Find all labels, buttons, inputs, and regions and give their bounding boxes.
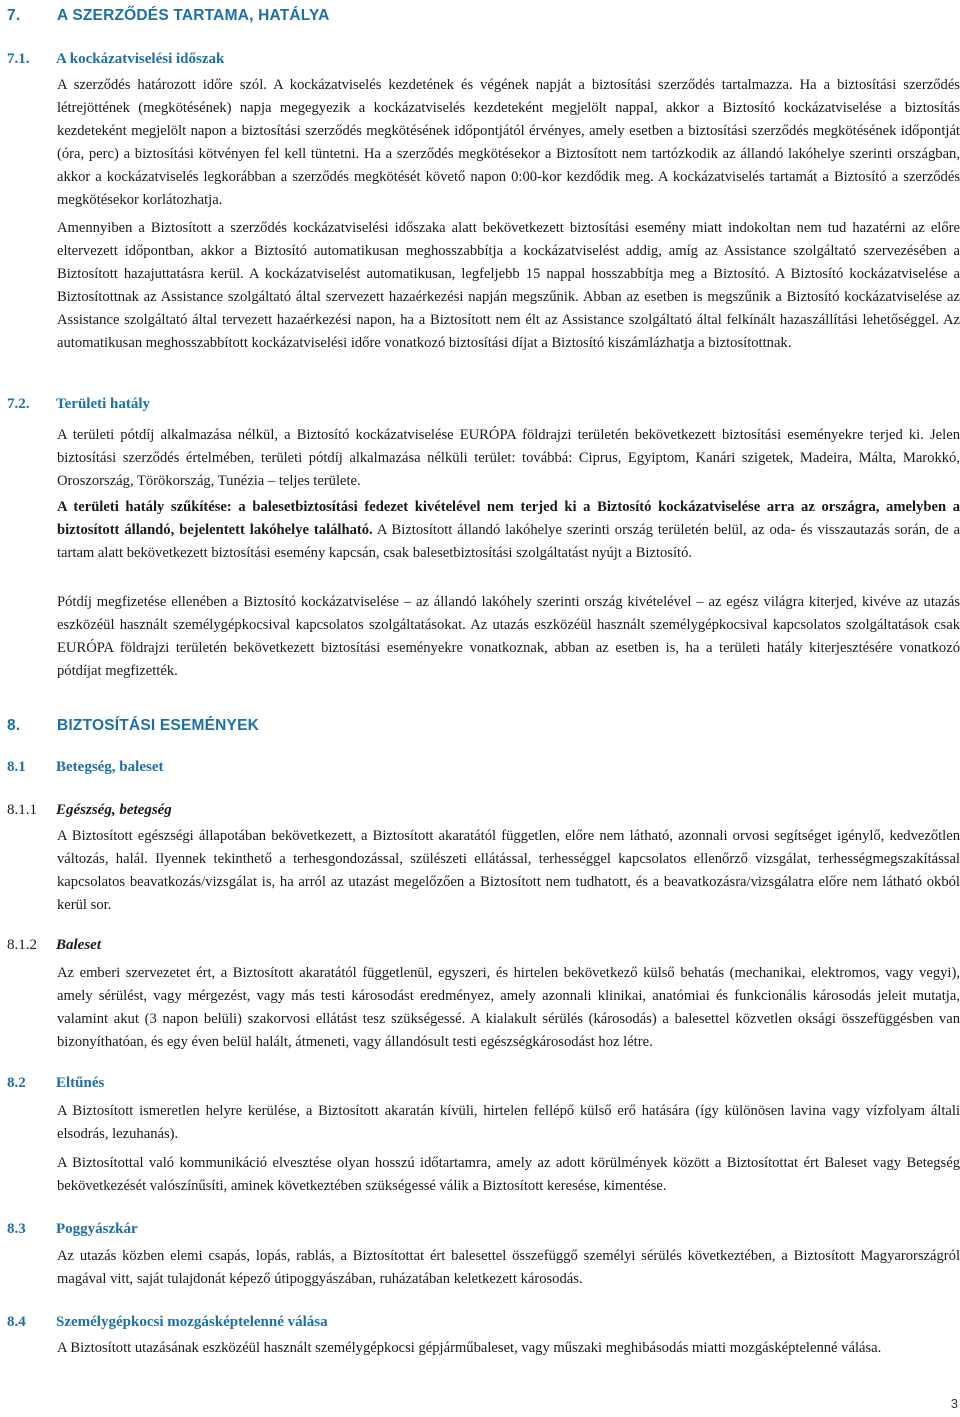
subsection-8-1-1-heading bbox=[7, 800, 172, 820]
section-8-heading bbox=[7, 716, 259, 736]
subsection-7-2-heading bbox=[7, 394, 150, 414]
subsection-title: Területi hatály bbox=[56, 396, 151, 412]
subsection-number: 8.4 bbox=[7, 1314, 26, 1330]
territorial-restriction-rest: A Biztosított állandó lakóhelye szerinti ország területén belül, az oda- és visszautazás során, de a tartam alatt bekövetkezett biztosítási esemény kapcsán, csak balesetbiztosítási szolgáltatást nyújt a Biztosító. bbox=[57, 522, 960, 561]
territorial-restriction-bold: A területi hatály szűkítése: a balesetbiztosítási fedezet kivételével nem terjed ki a Biztosító kockázatviselése arra az országra, amelyben a biztosított állandó, bejelentett lakóhelye található. bbox=[57, 499, 960, 538]
section-7-heading bbox=[7, 6, 330, 26]
paragraph-8-1-2: Az emberi szervezetet ért, a Biztosított akaratától függetlenül, egyszeri, és hirtelen bekövetkező külső behatás (mechanikai, elektromos, vagy vegyi), amely sérülést, vagy mérgezést, vagy más testi károsodást eredményez, amely azonnali klinikai, anatómiai és funkcionális károsodás jeleit mutatja, valamint akut (3 napon belüli) szakorvosi ellátást tesz szükségessé. A kialakult sérülés (károsodás) a balesettel közvetlen oksági összefüggésben van bizonyíthatóan, és egy éven belül halált, átmeneti, vagy állandósult testi egészségkárosodást hoz létre. bbox=[57, 965, 960, 1050]
subsection-number: 8.1 bbox=[7, 759, 26, 775]
subsection-number: 7.2. bbox=[7, 396, 30, 412]
paragraph-8-1-1: A Biztosított egészségi állapotában bekövetkezett, a Biztosított akaratától független, előre nem látható, azonnali orvosi segítséget igénylő, kedvezőtlen változás, halál. Ilyennek tekinthető a terhesgondozással, szülészeti ellátással, terhességgel kapcsolatos ellenőrző vizsgálat, terhességmegszakítással kapcsolatos beavatkozás/vizsgálat is, ha arról az utazást megelőzően a Biztosított nem tudhatott, és a beavatkozásra/vizsgálatra előre nem látható okból kerül sor. bbox=[57, 828, 960, 913]
paragraph-7-2-3: Pótdíj megfizetése ellenében a Biztosító kockázatviselése – az állandó lakóhely szerinti ország kivételével – az egész világra kiterjed, kivéve az utazás eszközéül használt személygépkocsival kapcsolatos szolgáltatásokat. Az utazás eszközéül használt személygépkocsival kapcsolatos szolgáltatások csak EURÓPA földrajzi területén bekövetkezett biztosítási eseményekre vonatkoznak, abban az esetben is, ha a területi hatály kiterjesztésére vonatkozó pótdíjat megfizették. bbox=[57, 594, 960, 679]
subsection-title: Baleset bbox=[56, 937, 101, 953]
paragraph-8-3: Az utazás közben elemi csapás, lopás, rablás, a Biztosítottat ért balesettel összefüggő személyi sérülés következtében, a Biztosított Magyarországról magával vitt, saját tulajdonát képező útipoggyászában, ruházatában keletkezett károsodás. bbox=[57, 1248, 960, 1287]
subsection-title: Egészség, betegség bbox=[56, 802, 172, 818]
subsection-8-1-heading bbox=[7, 757, 163, 777]
paragraph-7-1-1: A szerződés határozott időre szól. A kockázatviselés kezdetének és végének napját a biztosítási szerződés tartalmazza. Ha a biztosítási szerződés létrejöttének (megkötésének) napja megegyezik a kockázatviselés kezdeteként megjelölt nappal, akkor a Biztosító kockázatviselése a biztosítás kezdeteként megjelölt napon a biztosítási szerződés megkötésének időpontjától érvényes, amely esetben a biztosítási szerződés megkötésének időpontját (óra, perc) a biztosítási kötvényen fel kell tüntetni. Ha a szerződés megkötésekor a Biztosított nem tartózkodik az állandó lakóhelye szerinti országban, akkor a kockázatviselés legkorábban a szerződés megkötését követő napon 0:00-kor kezdődik meg. A kockázatviselés tartamát a Biztosító a szerződés megkötésekor korlátozhatja. bbox=[57, 77, 960, 208]
subsection-number: 8.1.1 bbox=[7, 802, 37, 818]
section-title: BIZTOSÍTÁSI ESEMÉNYEK bbox=[57, 717, 259, 734]
subsection-title: Poggyászkár bbox=[56, 1221, 138, 1237]
subsection-number: 8.1.2 bbox=[7, 937, 37, 953]
section-number: 7. bbox=[7, 7, 21, 24]
paragraph-7-1-2: Amennyiben a Biztosított a szerződés kockázatviselési időszaka alatt bekövetkezett biztosítási esemény miatt indokoltan nem tud hazatérni az előre eltervezett időpontban, akkor a Biztosító automatikusan meghosszabbítja a kockázatviselést addig, amíg az Assistance szolgáltató szervezésében a Biztosított hazajuttatásra kerül. A kockázatviselést automatikusan, legfeljebb 15 nappal hosszabbítja meg a Biztosító. A Biztosító kockázatviselése a Biztosítottnak az Assistance szolgáltató által szervezett hazaérkezési napján megszűnik. Abban az esetben is megszűnik a Biztosító kockázatviselése az Assistance szolgáltató által tervezett hazaérkezési napon, ha a Biztosított nem élt az Assistance szolgáltató által felkínált hazaszállítási lehetőséggel. Az automatikusan meghosszabbított kockázatviselési időre vonatkozó biztosítási díjat a Biztosító kiszámlázhatja a biztosítottnak. bbox=[57, 220, 960, 351]
subsection-8-4-heading bbox=[7, 1312, 328, 1332]
paragraph-8-2-1: A Biztosított ismeretlen helyre kerülése, a Biztosított akaratán kívüli, hirtelen fellépő külső erő hatására (így különösen lavina vagy vízfolyam általi elsodrás, lezuhanás). bbox=[57, 1103, 960, 1142]
subsection-title: Eltűnés bbox=[56, 1075, 105, 1091]
page-number: 3 bbox=[950, 1396, 958, 1411]
paragraph-8-4: A Biztosított utazásának eszközéül használt személygépkocsi gépjárműbaleset, vagy műszaki meghibásodás miatti mozgásképtelenné válása. bbox=[57, 1340, 882, 1356]
subsection-7-1-heading bbox=[7, 49, 224, 69]
paragraph-7-2-1: A területi pótdíj alkalmazása nélkül, a Biztosító kockázatviselése EURÓPA földrajzi területén bekövetkezett biztosítási eseményekre terjed ki. Jelen biztosítási szerződés értelmében, területi pótdíj alkalmazása nélküli terület: továbbá: Ciprus, Egyiptom, Kanári szigetek, Madeira, Málta, Marokkó, Oroszország, Törökország, Tunézia – teljes területe. bbox=[57, 427, 960, 489]
subsection-title: A kockázatviselési időszak bbox=[56, 51, 225, 67]
subsection-8-3-heading bbox=[7, 1219, 138, 1239]
subsection-8-1-2-heading bbox=[7, 935, 101, 955]
subsection-title: Betegség, baleset bbox=[56, 759, 164, 775]
subsection-number: 7.1. bbox=[7, 51, 30, 67]
subsection-number: 8.2 bbox=[7, 1075, 26, 1091]
section-number: 8. bbox=[7, 717, 21, 734]
subsection-title: Személygépkocsi mozgásképtelenné válása bbox=[56, 1314, 328, 1330]
subsection-number: 8.3 bbox=[7, 1221, 26, 1237]
paragraph-7-2-2 bbox=[57, 496, 960, 565]
paragraph-8-2-2: A Biztosítottal való kommunikáció elvesztése olyan hosszú időtartamra, amely az adott körülmények között a Biztosítottat ért Baleset vagy Betegség bekövetkezését valószínűsíti, aminek következtében szükségessé válik a Biztosított keresése, kimentése. bbox=[57, 1155, 960, 1194]
subsection-8-2-heading bbox=[7, 1073, 104, 1093]
section-title: A SZERZŐDÉS TARTAMA, HATÁLYA bbox=[57, 7, 330, 24]
